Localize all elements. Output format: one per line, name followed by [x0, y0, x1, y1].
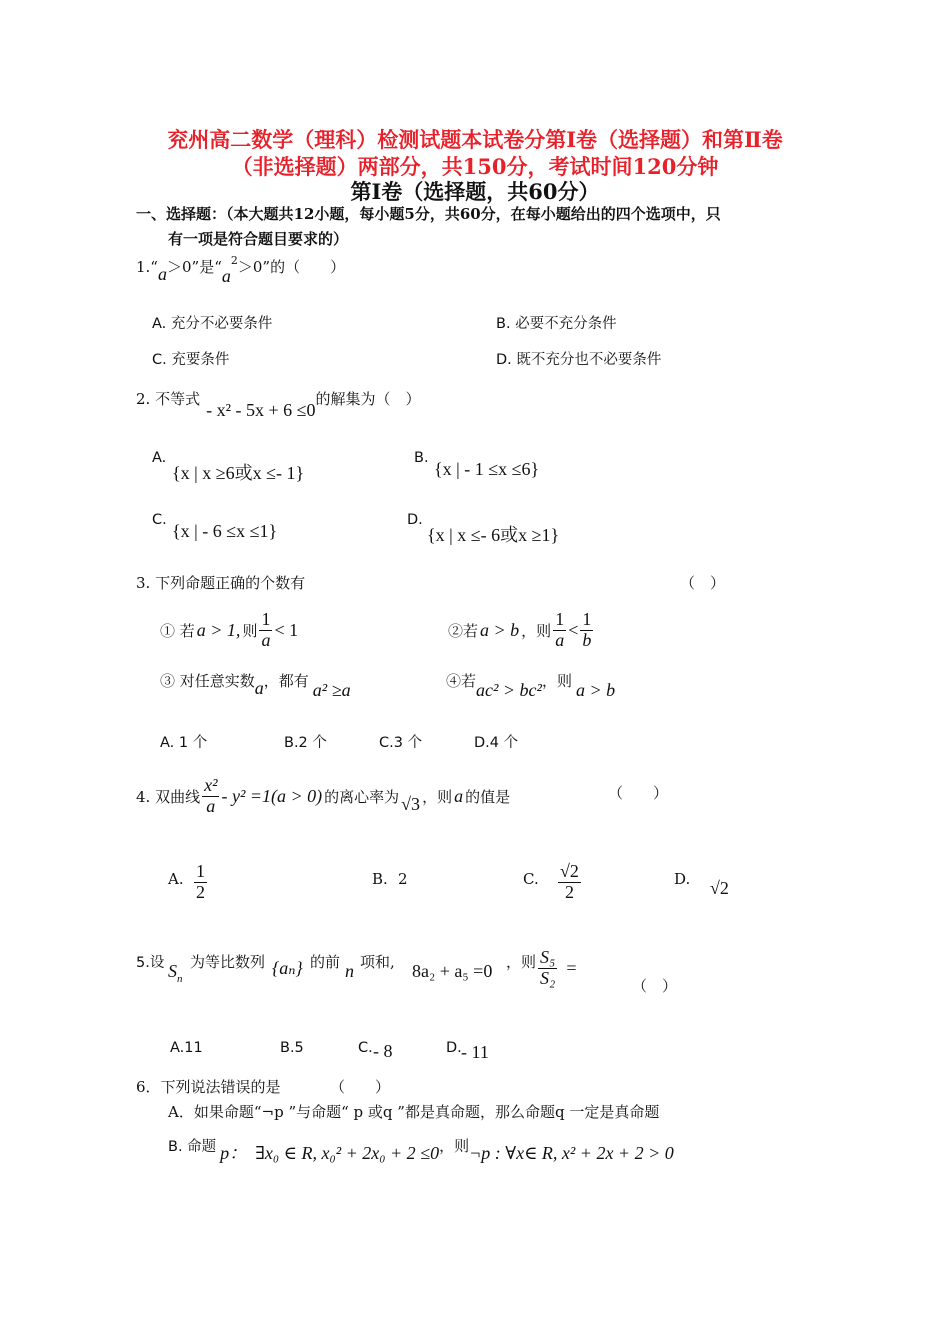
q3-statement-1 — [160, 610, 298, 651]
q5-option-a: A.11 — [170, 1040, 203, 1056]
q2-option-c: {x | - 6 ≤x ≤1} — [172, 521, 278, 541]
q1-option-d: D. 既不充分也不必要条件 — [496, 352, 662, 368]
q5-text-4: ，则 — [506, 953, 537, 971]
denominator: S₂ — [540, 967, 556, 988]
q5-prefix: 5.设 — [136, 955, 165, 971]
q5-option-b: B.5 — [280, 1040, 304, 1056]
q3-option-c: C.3 个 — [379, 735, 423, 751]
q3-option-a: A. 1 个 — [160, 735, 208, 751]
q6-math: ∃x₀ ∈ R, x₀² + 2x₀ + 2 ≤0 — [255, 1143, 440, 1163]
q2-text: 2. 不等式 — [136, 390, 201, 408]
intro-line-1: 一、选择题：（本大题共12小题，每小题5分，共60分，在每小题给出的四个选项中，只 — [136, 205, 721, 223]
q3-math: a² ≥a — [312, 680, 351, 700]
q5-option-d: - 11 — [461, 1042, 489, 1062]
q6-option-a: A．如果命题“¬p ”与命题“ p 或q ”都是真命题，那么命题q 一定是真命题 — [168, 1103, 660, 1121]
q3-statement-4 — [446, 670, 616, 700]
q4-fraction — [202, 776, 219, 817]
q4-option-c-label: C. — [523, 870, 539, 888]
q1-text: 1.“ — [136, 258, 158, 276]
q3-text: ① 若 — [160, 621, 195, 640]
q2-text: 的解集为（ ） — [315, 390, 421, 408]
q3-text: ③ 对任意实数 — [160, 672, 255, 690]
q3-text: ，都有 — [263, 672, 309, 690]
q3-fraction — [259, 610, 272, 651]
q5-n: n — [345, 961, 354, 981]
q3-text: 则 — [242, 621, 258, 640]
q5-var-s: S — [168, 961, 177, 981]
q4-option-b-label: B. — [372, 870, 388, 888]
q3-statement-3 — [160, 670, 351, 700]
numerator: 1 — [196, 861, 205, 881]
q5-s — [168, 961, 183, 985]
q4-option-b: 2 — [398, 870, 408, 888]
q4-sqrt: √3 — [401, 793, 421, 814]
q3-math: a > b — [575, 680, 616, 700]
q3-answer-paren: （ ） — [680, 574, 726, 592]
q3-fraction — [553, 610, 566, 651]
title-line-2: （非选择题）两部分，共150分，考试时间120分钟 — [231, 154, 719, 179]
q1-text: ＞0”的（ ） — [237, 258, 346, 276]
q3-math: ac² > bc² — [476, 680, 542, 700]
q3-math: a > 1, — [196, 619, 241, 640]
q1-exponent: 2 — [230, 254, 238, 267]
q2-option-b: {x | - 1 ≤x ≤6} — [434, 459, 540, 479]
q6-math: p： — [220, 1143, 248, 1163]
q4-option-a-label: A. — [168, 870, 184, 888]
question-3-stem: 3. 下列命题正确的个数有 — [136, 574, 306, 592]
q2-option-a-label: A. — [152, 450, 167, 466]
q1-option-b: B. 必要不充分条件 — [496, 316, 617, 332]
q2-option-c-label: C. — [152, 512, 167, 528]
q4-option-c — [558, 862, 581, 903]
q4-option-d-label: D. — [674, 870, 691, 888]
q4-math: - y² =1(a > 0) — [221, 785, 323, 806]
q2-option-b-label: B. — [414, 450, 429, 466]
q5-option-c: - 8 — [373, 1041, 393, 1061]
q3-text: ④若 — [446, 672, 477, 690]
q1-option-a: A. 充分不必要条件 — [152, 316, 273, 332]
q2-option-a: {x | x ≥6或x ≤- 1} — [172, 463, 305, 483]
numerator: √2 — [560, 861, 579, 881]
q3-text: ，则 — [541, 672, 572, 690]
q2-option-d-label: D. — [407, 512, 423, 528]
numerator: S₅ — [540, 947, 556, 967]
q4-text: 的值是 — [465, 787, 511, 806]
denominator: 2 — [196, 881, 205, 902]
q3-math: < 1 — [274, 619, 299, 640]
q2-option-d: {x | x ≤- 6或x ≥1} — [427, 525, 560, 545]
q5-equation: 8a₂ + a₅ =0 — [412, 961, 493, 981]
q5-text-2: 的前 — [310, 953, 341, 971]
q6-text: ，则 — [439, 1137, 470, 1155]
q3-option-d: D.4 个 — [474, 735, 519, 751]
title-line-1: 兖州高二数学（理科）检测试题本试卷分第Ⅰ卷（选择题）和第Ⅱ卷 — [167, 127, 783, 152]
intro-line-2: 有一项是符合题目要求的） — [168, 230, 349, 248]
q3-text: ，则 — [521, 621, 552, 640]
q1-option-c: C. 充要条件 — [152, 352, 230, 368]
section-title: 第Ⅰ卷（选择题，共60分） — [350, 179, 600, 204]
numerator: 1 — [582, 609, 592, 629]
q3-math: a — [254, 678, 264, 698]
q5-option-d-label: D. — [446, 1040, 462, 1056]
numerator: 1 — [555, 609, 565, 629]
q3-math: < — [568, 619, 579, 640]
q5-text-1: 为等比数列 — [190, 953, 266, 971]
q5-ratio — [538, 948, 577, 989]
q5-subscript: n — [177, 973, 183, 985]
numerator: x² — [204, 775, 218, 795]
q6-text: B. 命题 — [168, 1139, 217, 1155]
question-2-stem — [136, 388, 421, 420]
q6-math: ¬p : ∀x∈ R, x² + 2x + 2 > 0 — [469, 1143, 674, 1163]
denominator: a — [261, 629, 271, 650]
question-4-stem — [136, 776, 510, 817]
q2-inequality: - x² - 5x + 6 ≤0 — [206, 400, 316, 420]
denominator: a — [555, 629, 565, 650]
q5-sequence: {aₙ} — [272, 958, 303, 978]
q6-option-b — [168, 1131, 674, 1163]
q4-text: 的离心率为 — [324, 787, 400, 806]
denominator: a — [206, 795, 216, 816]
question-6-stem: 6．下列说法错误的是 — [136, 1078, 281, 1096]
denominator: b — [582, 629, 592, 650]
q3-math: a > b — [480, 619, 520, 640]
q1-text: ＞0”是“ — [166, 258, 222, 276]
q3-fraction — [580, 610, 593, 651]
q4-answer-paren: （ ） — [608, 784, 669, 802]
q1-var-a: a — [157, 264, 167, 284]
q5-answer-paren: （ ） — [632, 977, 678, 995]
q5-option-c-label: C. — [358, 1040, 373, 1056]
q5-text-3: 项和, — [360, 953, 395, 971]
q4-option-d: √2 — [710, 878, 729, 898]
q6-answer-paren: （ ） — [330, 1078, 391, 1096]
numerator: 1 — [261, 609, 271, 629]
equals-sign: = — [565, 957, 578, 978]
denominator: 2 — [564, 881, 574, 902]
q4-text: 4. 双曲线 — [136, 787, 201, 806]
q4-option-a — [194, 862, 207, 903]
q4-text: ，则 — [422, 787, 453, 806]
q3-text: ②若 — [448, 621, 479, 640]
q3-option-b: B.2 个 — [284, 735, 327, 751]
q3-statement-2 — [448, 610, 593, 651]
question-1-stem — [136, 254, 346, 286]
q4-var-a: a — [454, 785, 464, 806]
q1-var-a: a — [221, 266, 231, 286]
